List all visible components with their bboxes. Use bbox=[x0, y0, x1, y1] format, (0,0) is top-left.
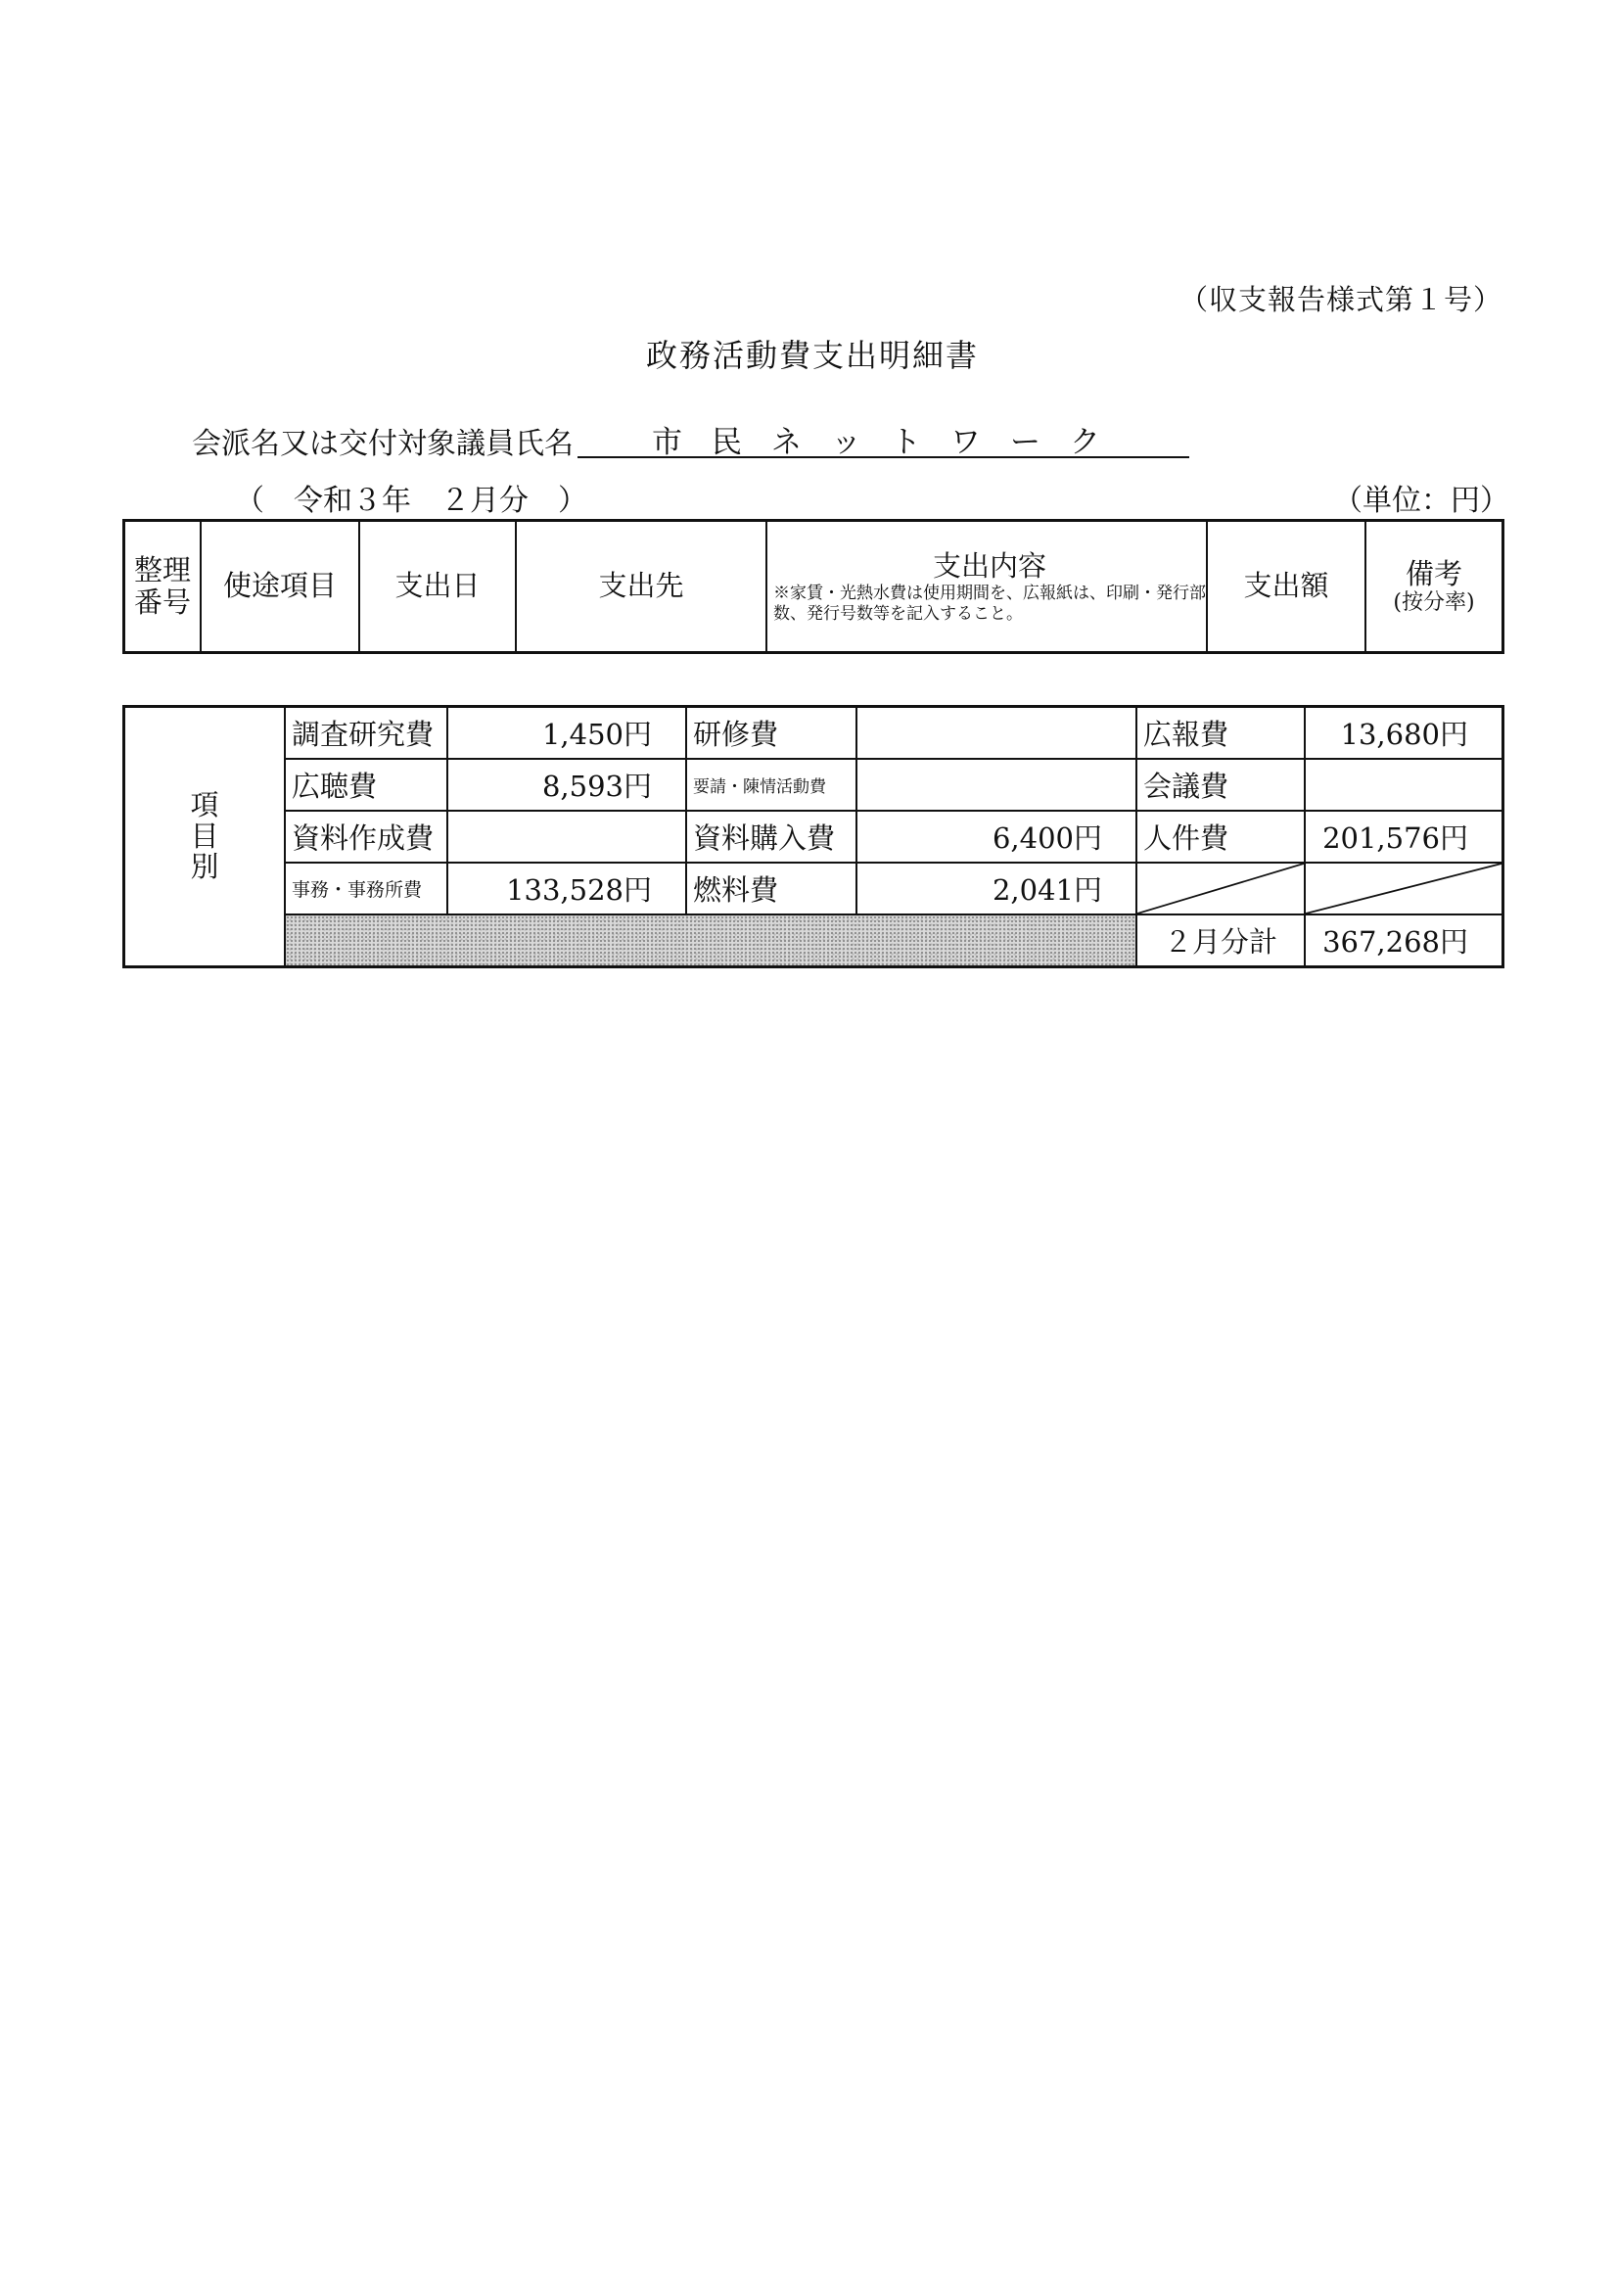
diagonal-slash bbox=[1137, 864, 1304, 914]
category-label: 広報費 bbox=[1136, 707, 1305, 760]
category-label: 研修費 bbox=[686, 707, 856, 760]
category-label: 燃料費 bbox=[686, 863, 856, 914]
col-amount: 支出額 bbox=[1207, 521, 1365, 653]
expense-header-table bbox=[122, 519, 1504, 654]
category-amount: 2,041円 bbox=[856, 863, 1136, 914]
category-label: 広聴費 bbox=[285, 759, 447, 811]
category-amount: 8,593円 bbox=[447, 759, 686, 811]
category-amount: 201,576円 bbox=[1305, 811, 1503, 863]
col-content-title: 支出内容 bbox=[932, 548, 1046, 583]
category-label: 資料購入費 bbox=[686, 811, 856, 863]
side-label-char: 目 bbox=[190, 819, 219, 853]
col-purpose: 使途項目 bbox=[201, 521, 359, 653]
total-amount: 367,268円 bbox=[1305, 914, 1503, 967]
category-amount bbox=[1305, 759, 1503, 811]
category-amount bbox=[447, 811, 686, 863]
report-period: （ 令和３年 ２月分 ） bbox=[235, 484, 587, 518]
col-number-line2: 番号 bbox=[133, 586, 191, 619]
shaded-cell bbox=[285, 914, 1136, 967]
faction-name-field bbox=[578, 415, 1189, 458]
empty-cell-slash bbox=[1136, 863, 1305, 914]
side-label-char: 項 bbox=[190, 787, 219, 821]
side-label bbox=[124, 707, 286, 967]
total-label: ２月分計 bbox=[1136, 914, 1305, 967]
col-content-note: ※家賃・光熱水費は使用期間を、広報紙は、印刷・発行部数、発行号数等を記入すること。 bbox=[773, 583, 1206, 625]
document-title: 政務活動費支出明細書 bbox=[646, 337, 980, 374]
table-row bbox=[124, 707, 1503, 760]
category-label: 調査研究費 bbox=[285, 707, 447, 760]
diagonal-slash bbox=[1306, 864, 1502, 914]
category-amount: 13,680円 bbox=[1305, 707, 1503, 760]
col-number-line1: 整理 bbox=[133, 552, 191, 586]
form-number: （収支報告様式第１号） bbox=[1179, 283, 1503, 316]
col-remarks-title: 備考 bbox=[1405, 556, 1462, 590]
category-amount: 6,400円 bbox=[856, 811, 1136, 863]
col-date: 支出日 bbox=[359, 521, 516, 653]
col-remarks bbox=[1365, 521, 1503, 653]
table-row bbox=[124, 811, 1503, 863]
category-amount: 133,528円 bbox=[447, 863, 686, 914]
table-row bbox=[124, 863, 1503, 914]
faction-name: 市民ネットワーク bbox=[652, 425, 1130, 460]
category-amount bbox=[856, 759, 1136, 811]
table-row bbox=[124, 914, 1503, 967]
col-remarks-sub: (按分率) bbox=[1393, 590, 1475, 616]
faction-label: 会派名又は交付対象議員氏名 bbox=[192, 427, 574, 461]
category-label: 資料作成費 bbox=[285, 811, 447, 863]
category-label: 人件費 bbox=[1136, 811, 1305, 863]
category-amount: 1,450円 bbox=[447, 707, 686, 760]
category-label: 要請・陳情活動費 bbox=[686, 759, 856, 811]
table-row bbox=[124, 759, 1503, 811]
col-number bbox=[124, 521, 202, 653]
col-payee: 支出先 bbox=[516, 521, 766, 653]
currency-unit: （単位：円） bbox=[1333, 484, 1509, 518]
col-content bbox=[766, 521, 1207, 653]
category-label: 事務・事務所費 bbox=[285, 863, 447, 914]
category-amount bbox=[856, 707, 1136, 760]
category-label: 会議費 bbox=[1136, 759, 1305, 811]
side-label-char: 別 bbox=[190, 850, 219, 884]
category-summary-table bbox=[122, 705, 1504, 968]
empty-cell-slash bbox=[1305, 863, 1503, 914]
